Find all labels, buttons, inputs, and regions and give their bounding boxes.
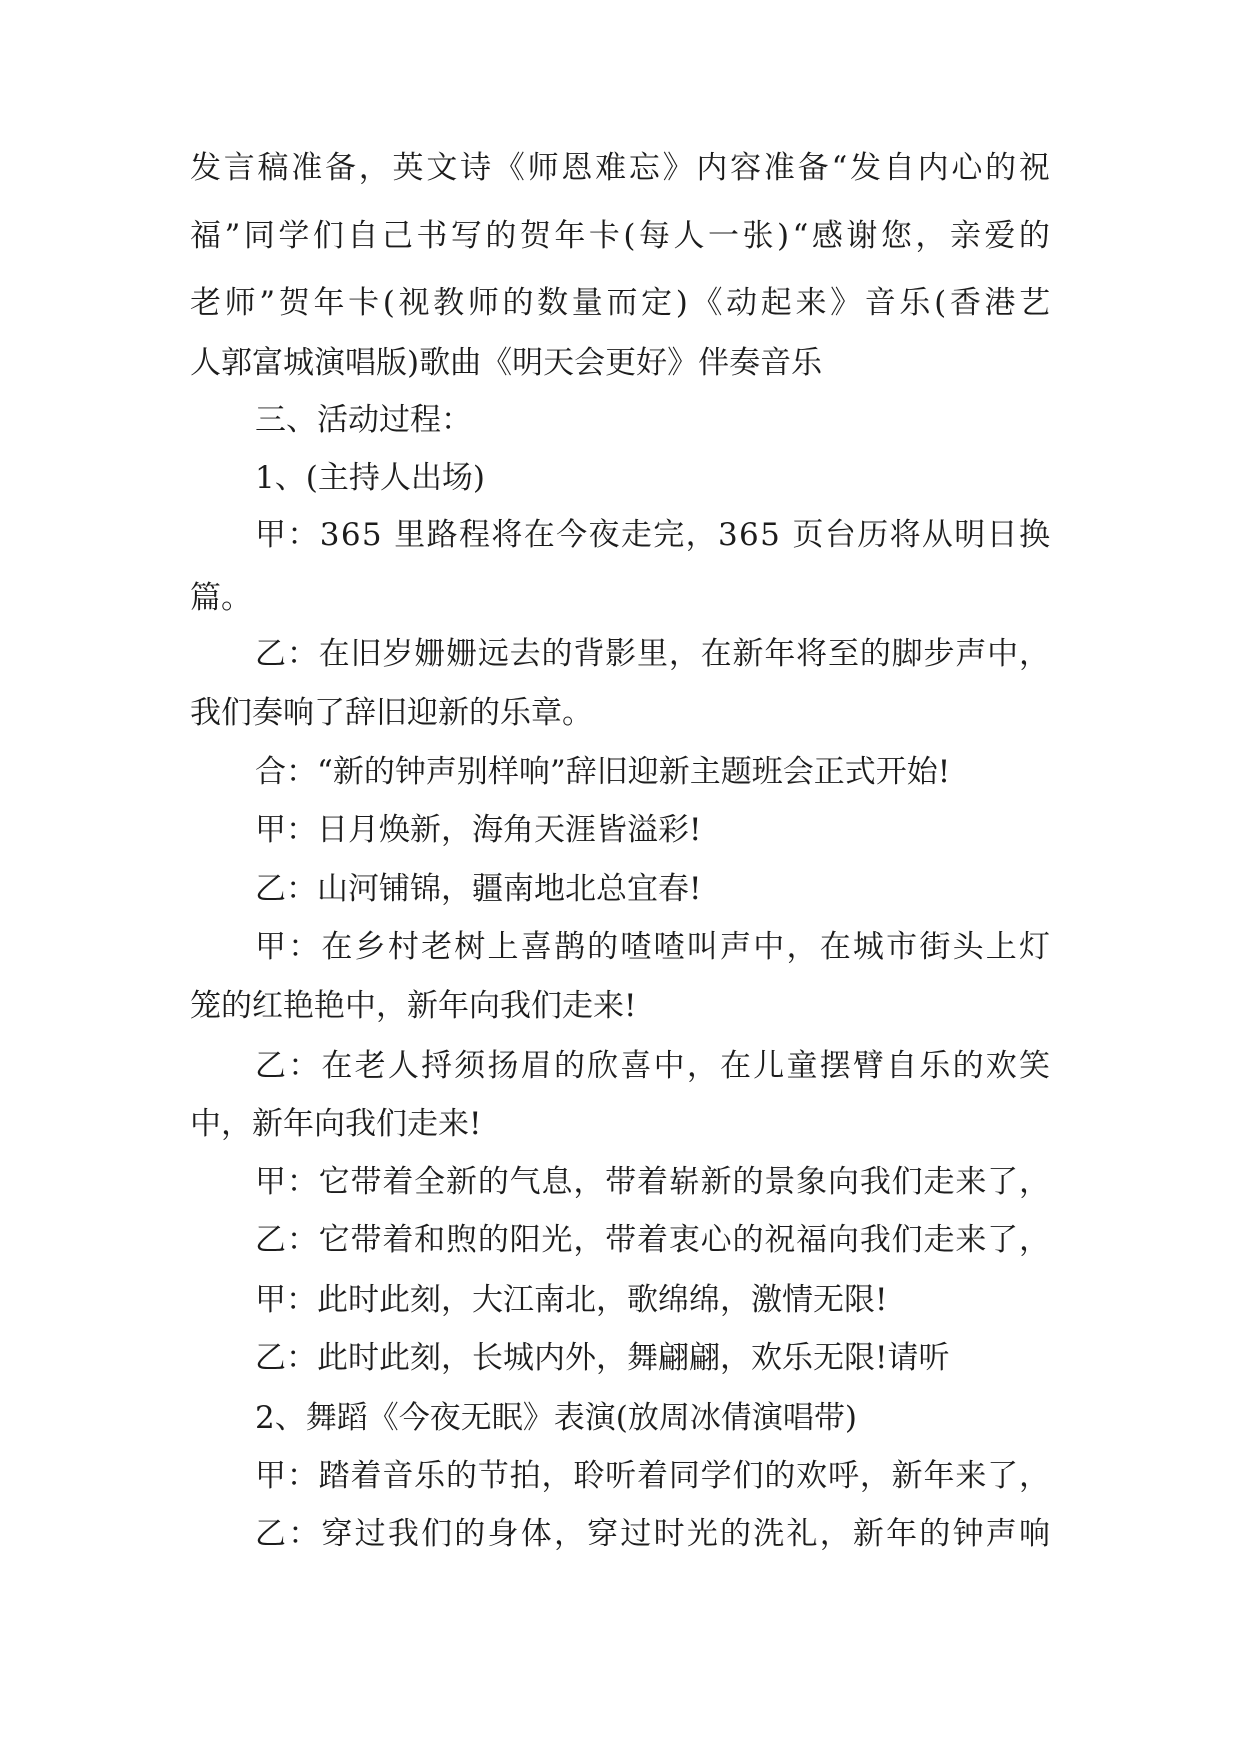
text-line: 甲：此时此刻，大江南北，歌绵绵，激情无限!	[255, 1282, 888, 1318]
text-line: 福”同学们自己书写的贺年卡(每人一张)“感谢您，亲爱的	[190, 218, 1054, 254]
text-line: 乙：山河铺锦，疆南地北总宜春!	[255, 871, 702, 907]
text-line: 甲：在乡村老树上喜鹊的喳喳叫声中，在城市街头上灯	[255, 929, 1053, 965]
text-line: 乙：它带着和煦的阳光，带着衷心的祝福向我们走来了，	[255, 1222, 1051, 1258]
text-line: 1、(主持人出场)	[255, 460, 485, 496]
text-line: 发言稿准备，英文诗《师恩难忘》内容准备“发自内心的祝	[190, 150, 1053, 186]
text-line: 篇。	[190, 580, 252, 616]
text-line: 合：“新的钟声别样响”辞旧迎新主题班会正式开始!	[255, 754, 951, 790]
text-line: 乙：此时此刻，长城内外，舞翩翩，欢乐无限!请听	[255, 1340, 950, 1376]
text-line: 甲：365 里路程将在今夜走完，365 页台历将从明日换	[255, 517, 1052, 553]
text-line: 人郭富城演唱版)歌曲《明天会更好》伴奏音乐	[190, 345, 823, 381]
text-line: 2、舞蹈《今夜无眠》表演(放周冰倩演唱带)	[255, 1400, 857, 1436]
text-line: 老师”贺年卡(视教师的数量而定)《动起来》音乐(香港艺	[190, 285, 1054, 321]
text-line: 笼的红艳艳中，新年向我们走来!	[190, 988, 637, 1024]
text-line: 三、活动过程：	[255, 402, 472, 438]
text-line: 甲：踏着音乐的节拍，聆听着同学们的欢呼，新年来了，	[255, 1458, 1051, 1494]
text-line: 乙：在旧岁姗姗远去的背影里，在新年将至的脚步声中，	[255, 636, 1051, 672]
text-line: 乙：穿过我们的身体，穿过时光的洗礼，新年的钟声响	[255, 1516, 1053, 1552]
text-line: 乙：在老人捋须扬眉的欣喜中，在儿童摆臂自乐的欢笑	[255, 1048, 1053, 1084]
text-line: 我们奏响了辞旧迎新的乐章。	[190, 695, 593, 731]
text-line: 中，新年向我们走来!	[190, 1106, 482, 1142]
text-line: 甲：它带着全新的气息，带着崭新的景象向我们走来了，	[255, 1164, 1051, 1200]
text-line: 甲：日月焕新，海角天涯皆溢彩!	[255, 812, 702, 848]
